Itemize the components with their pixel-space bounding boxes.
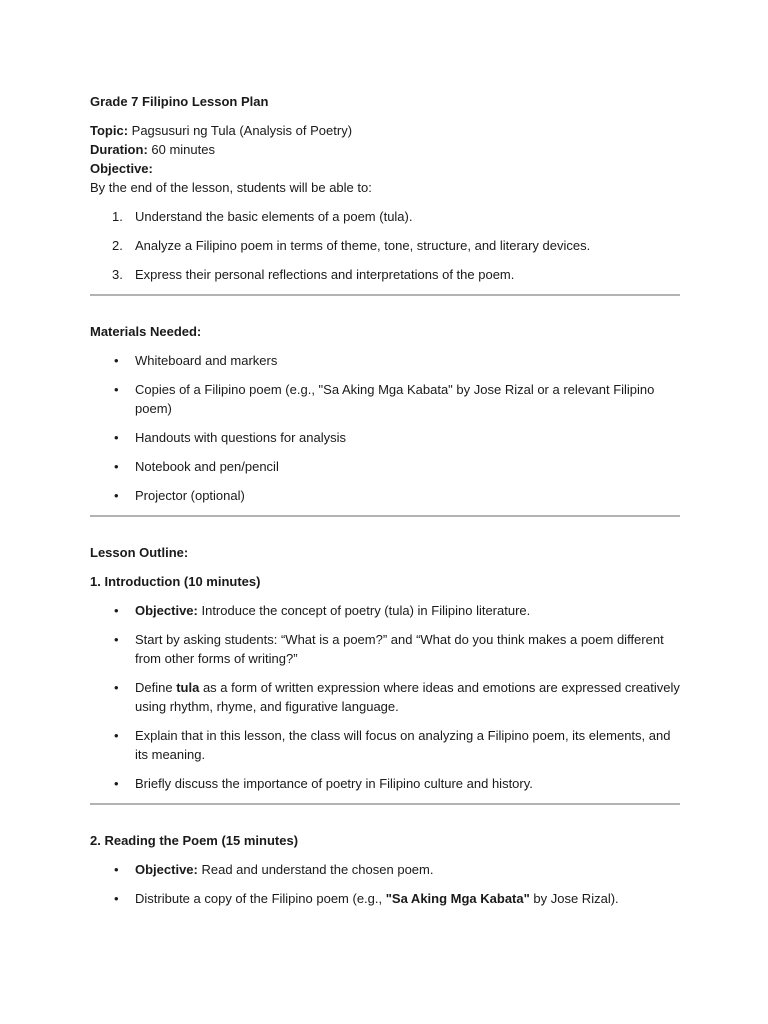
objective-inline-label: Objective:: [135, 603, 198, 618]
materials-list: [90, 351, 680, 505]
bullet-icon: •: [114, 862, 119, 877]
document-body: [90, 92, 680, 918]
list-item-text: Introduce the concept of poetry (tula) in Filipino literature.: [197, 603, 531, 618]
list-item-text: Distribute a copy of the Filipino poem (e.g.,: [135, 891, 386, 906]
bullet-icon: •: [114, 430, 119, 445]
bullet-icon: •: [114, 891, 119, 906]
list-item-text: Whiteboard and markers: [135, 353, 278, 368]
list-item-text: Briefly discuss the importance of poetry in Filipino culture and history.: [135, 776, 533, 791]
objectives-list: [90, 207, 680, 284]
list-item-text: Define: [135, 680, 177, 695]
introduction-heading: 1. Introduction (10 minutes): [90, 574, 261, 589]
bullet-icon: •: [114, 680, 119, 695]
list-item-text: Analyze a Filipino poem in terms of theme, tone, structure, and literary devices.: [135, 238, 591, 253]
bullet-icon: •: [114, 776, 119, 791]
objective-label: Objective:: [90, 161, 153, 176]
bullet-icon: •: [114, 459, 119, 474]
list-item: [90, 457, 680, 476]
list-number: 1.: [112, 209, 123, 224]
reading-heading: 2. Reading the Poem (15 minutes): [90, 833, 299, 848]
duration-value: 60 minutes: [147, 142, 215, 157]
section-divider: [90, 294, 680, 296]
list-item: [90, 630, 680, 668]
list-item: [90, 889, 680, 908]
list-item: [90, 351, 680, 370]
list-item: [90, 774, 680, 793]
introduction-list: [90, 601, 680, 793]
term-tula: tula: [176, 680, 200, 695]
list-item: [90, 486, 680, 505]
bullet-icon: •: [114, 728, 119, 743]
duration-label: Duration:: [90, 142, 148, 157]
reading-list: [90, 860, 680, 908]
list-item: [90, 726, 680, 764]
materials-heading: Materials Needed:: [90, 324, 202, 339]
list-item-text: Read and understand the chosen poem.: [197, 862, 434, 877]
section-divider: [90, 803, 680, 805]
objective-intro: By the end of the lesson, students will be able to:: [90, 180, 372, 195]
list-item-text: Start by asking students: “What is a poem?” and “What do you think makes a poem different from other forms of writing?”: [135, 632, 664, 666]
section-divider: [90, 515, 680, 517]
list-item: [90, 380, 680, 418]
document-title: Grade 7 Filipino Lesson Plan: [90, 94, 269, 109]
topic-value: Pagsusuri ng Tula (Analysis of Poetry): [128, 123, 353, 138]
bullet-icon: •: [114, 603, 119, 618]
list-item: [90, 678, 680, 716]
bullet-icon: •: [114, 632, 119, 647]
topic-label: Topic:: [90, 123, 129, 138]
list-item-text: Express their personal reflections and interpretations of the poem.: [135, 267, 515, 282]
list-number: 3.: [112, 267, 123, 282]
list-item: [90, 265, 680, 284]
list-item: [90, 428, 680, 447]
topic-line: [90, 121, 680, 140]
list-number: 2.: [112, 238, 123, 253]
list-item-text: Handouts with questions for analysis: [135, 430, 347, 445]
list-item-text: Understand the basic elements of a poem (tula).: [135, 209, 413, 224]
list-item: [90, 860, 680, 879]
list-item-text: Notebook and pen/pencil: [135, 459, 279, 474]
list-item: [90, 601, 680, 620]
list-item-text: by Jose Rizal).: [529, 891, 619, 906]
list-item-text: Projector (optional): [135, 488, 245, 503]
list-item-text: Copies of a Filipino poem (e.g., "Sa Aking Mga Kabata" by Jose Rizal or a relevant Filipino poem): [135, 382, 655, 416]
bullet-icon: •: [114, 488, 119, 503]
bullet-icon: •: [114, 353, 119, 368]
list-item: [90, 207, 680, 226]
bullet-icon: •: [114, 382, 119, 397]
list-item-text: Explain that in this lesson, the class will focus on analyzing a Filipino poem, its elements, and its meaning.: [135, 728, 671, 762]
duration-line: [90, 140, 680, 159]
poem-title: "Sa Aking Mga Kabata": [385, 891, 530, 906]
objective-inline-label: Objective:: [135, 862, 198, 877]
list-item: [90, 236, 680, 255]
list-item-text: as a form of written expression where ideas and emotions are expressed creatively using rhythm, rhyme, and figurative language.: [135, 680, 680, 714]
outline-heading: Lesson Outline:: [90, 545, 189, 560]
